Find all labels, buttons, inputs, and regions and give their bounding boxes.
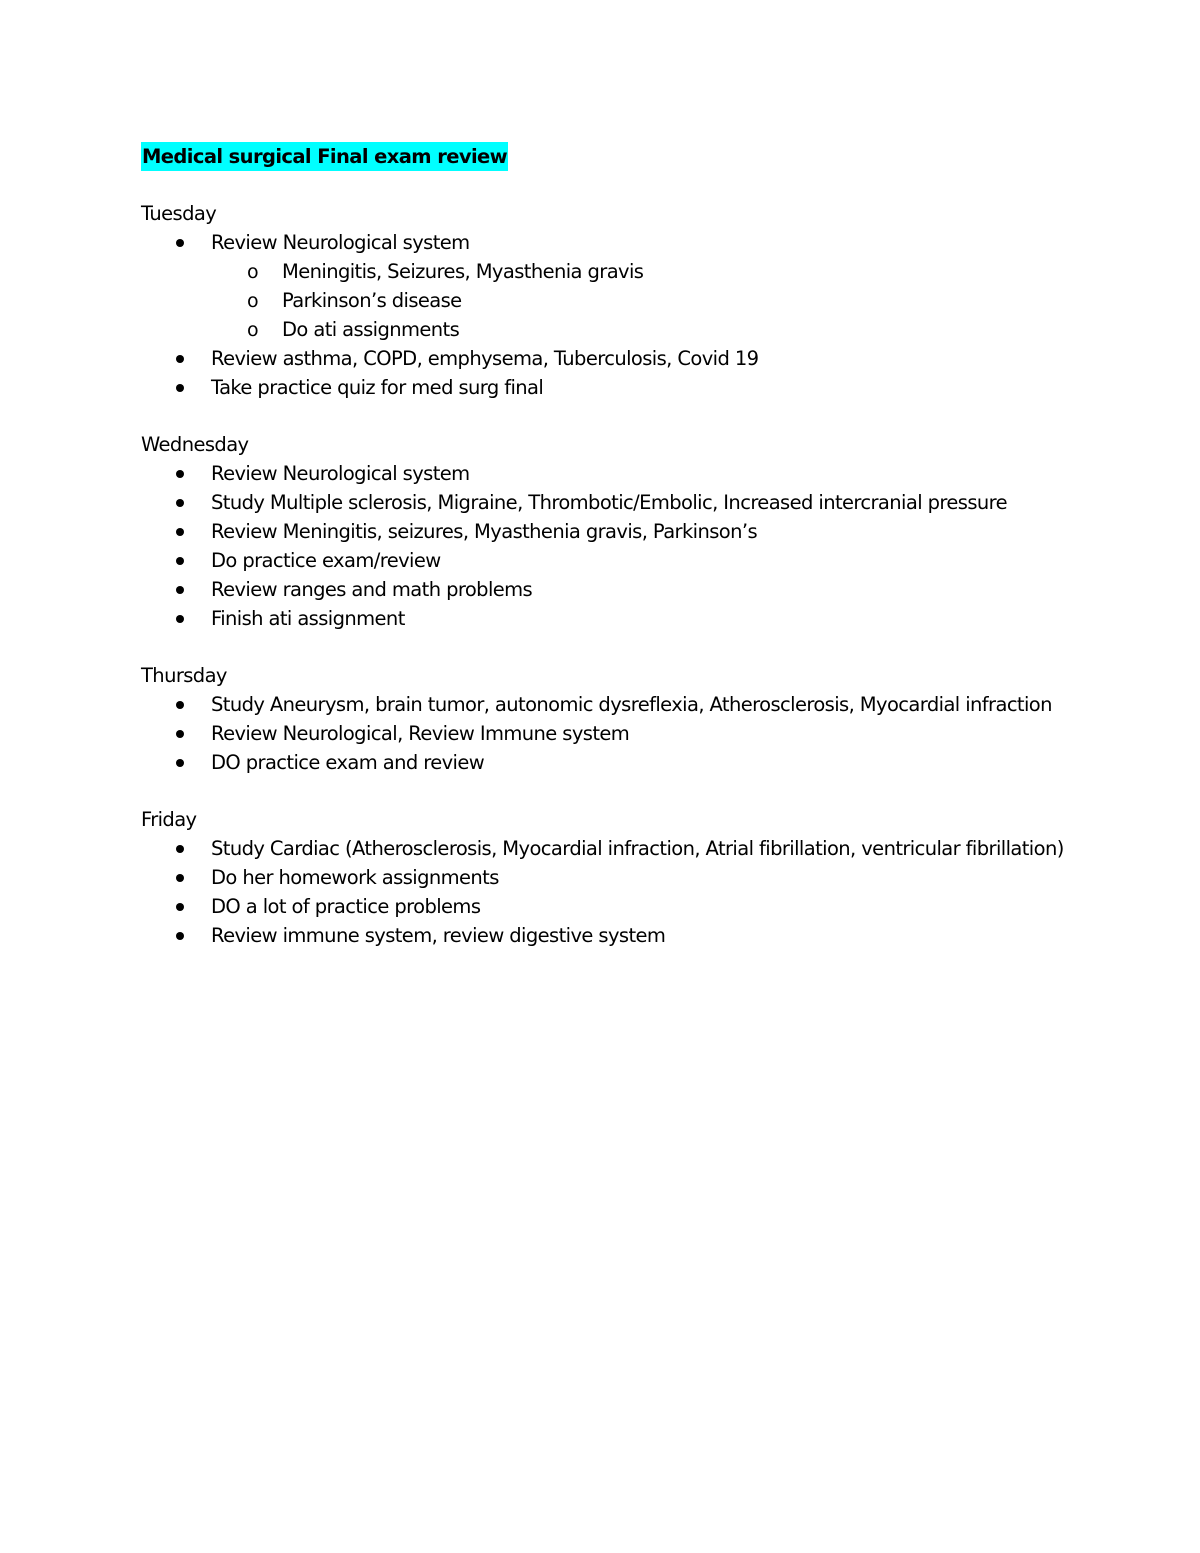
title-wrapper	[141, 142, 1081, 171]
list-item-text: Review ranges and math problems	[211, 578, 533, 601]
list-item	[141, 373, 1081, 402]
list-item	[141, 921, 1081, 950]
bullet-icon	[176, 615, 184, 623]
bullet-icon	[176, 384, 184, 392]
list-item-text: Do her homework assignments	[211, 866, 499, 889]
task-list	[141, 834, 1081, 950]
day-section-friday	[141, 805, 1081, 950]
list-item	[141, 604, 1081, 633]
list-item-text: Study Cardiac (Atherosclerosis, Myocardial infraction, Atrial fibrillation, ventricular fibrillation)	[211, 837, 1064, 860]
list-item-text: Review Neurological, Review Immune system	[211, 722, 630, 745]
list-item	[141, 863, 1081, 892]
list-item	[141, 748, 1081, 777]
sub-list-item	[141, 315, 1081, 344]
task-list	[141, 459, 1081, 633]
task-list	[141, 690, 1081, 777]
list-item-text: DO a lot of practice problems	[211, 895, 481, 918]
sub-list-item	[141, 257, 1081, 286]
bullet-icon	[176, 355, 184, 363]
list-item	[141, 459, 1081, 488]
list-item-text: Study Multiple sclerosis, Migraine, Thrombotic/Embolic, Increased intercranial pressure	[211, 491, 1008, 514]
list-item	[141, 575, 1081, 604]
bullet-icon	[176, 239, 184, 247]
sub-list-item-text: Parkinson’s disease	[282, 289, 462, 312]
list-item-text: Review Neurological system	[211, 231, 470, 254]
bullet-icon	[176, 586, 184, 594]
list-item-text: Take practice quiz for med surg final	[211, 376, 544, 399]
day-heading: Friday	[141, 808, 197, 831]
bullet-icon	[176, 499, 184, 507]
list-item	[141, 517, 1081, 546]
bullet-icon	[176, 759, 184, 767]
hollow-bullet-icon: o	[247, 261, 259, 283]
day-section-tuesday	[141, 199, 1081, 402]
hollow-bullet-icon: o	[247, 319, 259, 341]
list-item	[141, 892, 1081, 921]
bullet-icon	[176, 932, 184, 940]
task-list	[141, 228, 1081, 402]
bullet-icon	[176, 470, 184, 478]
bullet-icon	[176, 903, 184, 911]
day-heading: Tuesday	[141, 202, 217, 225]
document-content	[141, 142, 1081, 978]
list-item	[141, 719, 1081, 748]
sub-list	[141, 257, 1081, 344]
list-item	[141, 344, 1081, 373]
bullet-icon	[176, 845, 184, 853]
bullet-icon	[176, 528, 184, 536]
day-heading: Thursday	[141, 664, 227, 687]
sub-list-item	[141, 286, 1081, 315]
list-item	[141, 546, 1081, 575]
list-item-text: Review Meningitis, seizures, Myasthenia gravis, Parkinson’s	[211, 520, 758, 543]
day-heading: Wednesday	[141, 433, 249, 456]
sub-list-item-text: Do ati assignments	[282, 318, 460, 341]
day-section-thursday	[141, 661, 1081, 777]
bullet-icon	[176, 874, 184, 882]
day-section-wednesday	[141, 430, 1081, 633]
list-item-text: Review asthma, COPD, emphysema, Tuberculosis, Covid 19	[211, 347, 759, 370]
list-item-text: Do practice exam/review	[211, 549, 441, 572]
bullet-icon	[176, 730, 184, 738]
document-title: Medical surgical Final exam review	[141, 142, 508, 171]
sub-list-item-text: Meningitis, Seizures, Myasthenia gravis	[282, 260, 644, 283]
bullet-icon	[176, 557, 184, 565]
list-item-text: DO practice exam and review	[211, 751, 485, 774]
list-item	[141, 834, 1081, 863]
list-item-text: Review Neurological system	[211, 462, 470, 485]
days-container	[141, 199, 1081, 950]
list-item-text: Finish ati assignment	[211, 607, 405, 630]
list-item	[141, 690, 1081, 719]
list-item-text: Study Aneurysm, brain tumor, autonomic dysreflexia, Atherosclerosis, Myocardial infraction	[211, 693, 1052, 716]
bullet-icon	[176, 701, 184, 709]
list-item-text: Review immune system, review digestive system	[211, 924, 666, 947]
list-item	[141, 228, 1081, 257]
hollow-bullet-icon: o	[247, 290, 259, 312]
list-item	[141, 488, 1081, 517]
